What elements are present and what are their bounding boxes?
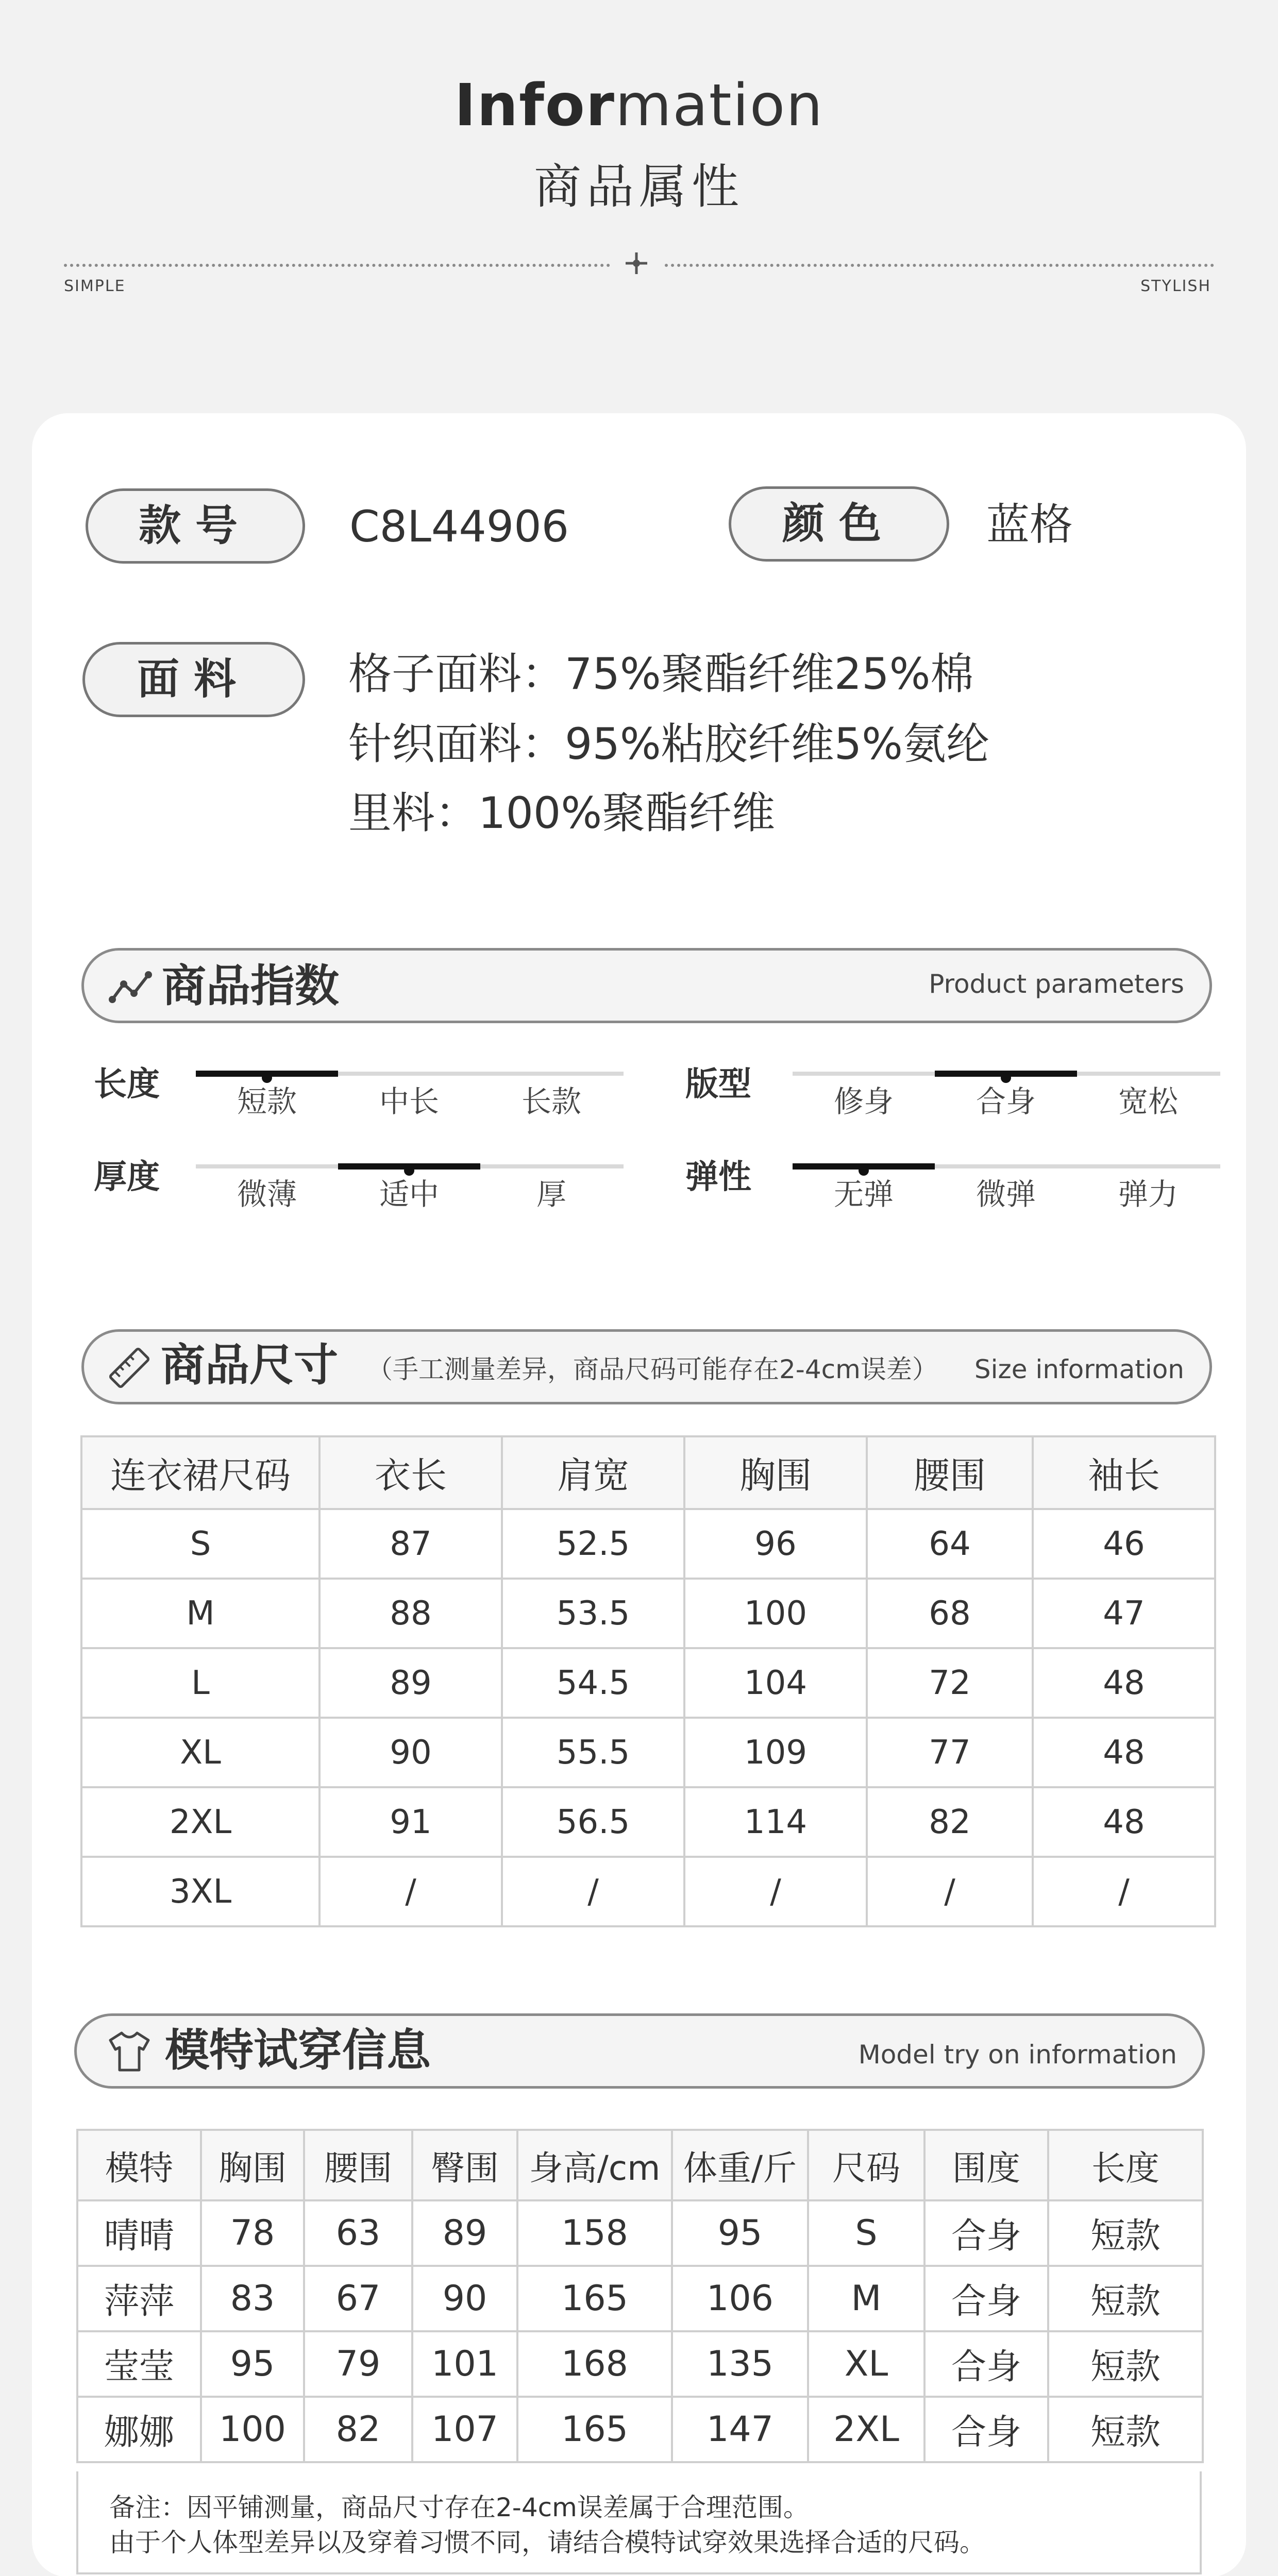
column-header: 模特: [77, 2130, 201, 2200]
column-header: 胸围: [684, 1436, 867, 1509]
table-cell: 91: [320, 1787, 502, 1857]
index-option: 修身: [833, 1084, 894, 1119]
model-row: [77, 2266, 1203, 2331]
table-cell: 64: [867, 1509, 1033, 1579]
table-cell: 89: [320, 1648, 502, 1718]
color-label: 颜色: [729, 486, 949, 562]
column-header: 臀围: [412, 2130, 517, 2200]
column-header: 连衣裙尺码: [81, 1436, 320, 1509]
table-cell: 3XL: [81, 1857, 320, 1926]
table-cell: 158: [517, 2200, 672, 2266]
table-cell: 87: [320, 1509, 502, 1579]
tshirt-icon: [106, 2030, 153, 2073]
table-cell: 娜娜: [77, 2397, 201, 2462]
model-row: [77, 2397, 1203, 2462]
model-section-en: Model try on information: [858, 2040, 1177, 2070]
table-cell: 48: [1033, 1718, 1215, 1787]
table-cell: 短款: [1048, 2331, 1203, 2397]
table-cell: 合身: [924, 2266, 1048, 2331]
model-table: [76, 2129, 1204, 2463]
table-cell: 147: [672, 2397, 808, 2462]
index-option: 适中: [379, 1177, 439, 1212]
table-cell: 莹莹: [77, 2331, 201, 2397]
index-option: 微弹: [976, 1177, 1036, 1212]
index-label: 弹性: [685, 1158, 751, 1196]
size-table: [80, 1435, 1216, 1927]
size-row: [81, 1509, 1215, 1579]
model-note-1: 备注：因平铺测量，商品尺寸存在2-4cm误差属于合理范围。: [109, 2493, 809, 2522]
fabric-line-2: 针织面料：95%粘胶纤维5%氨纶: [348, 719, 989, 769]
color-value: 蓝格: [986, 499, 1073, 550]
table-cell: 合身: [924, 2397, 1048, 2462]
table-cell: 67: [304, 2266, 412, 2331]
size-row: [81, 1579, 1215, 1648]
trend-line-icon: [108, 969, 153, 1005]
column-header: 胸围: [201, 2130, 304, 2200]
index-label: 版型: [685, 1065, 751, 1104]
table-cell: 90: [412, 2266, 517, 2331]
table-cell: 165: [517, 2397, 672, 2462]
column-header: 肩宽: [502, 1436, 684, 1509]
table-cell: 合身: [924, 2331, 1048, 2397]
table-cell: 53.5: [502, 1579, 684, 1648]
column-header: 衣长: [320, 1436, 502, 1509]
style-number-value: C8L44906: [349, 501, 569, 552]
table-cell: M: [808, 2266, 924, 2331]
table-cell: 83: [201, 2266, 304, 2331]
column-header: 袖长: [1033, 1436, 1215, 1509]
table-cell: 82: [304, 2397, 412, 2462]
table-cell: 101: [412, 2331, 517, 2397]
table-cell: 114: [684, 1787, 867, 1857]
fabric-label: 面料: [82, 642, 305, 717]
page-title: [0, 67, 1278, 144]
index-option: 中长: [379, 1084, 439, 1119]
size-row: [81, 1718, 1215, 1787]
table-cell: 79: [304, 2331, 412, 2397]
table-cell: 2XL: [808, 2397, 924, 2462]
divider-right: [665, 264, 1214, 267]
table-cell: /: [1033, 1857, 1215, 1926]
divider-left: [64, 264, 610, 267]
table-cell: 95: [672, 2200, 808, 2266]
model-section-title: 模特试穿信息: [165, 2025, 431, 2076]
cross-ornament-icon: [624, 250, 649, 276]
title-light: mation: [615, 72, 824, 139]
index-option: 弹力: [1118, 1177, 1178, 1212]
index-option: 宽松: [1118, 1084, 1178, 1119]
fabric-line-1: 格子面料：75%聚酯纤维25%棉: [348, 649, 974, 699]
size-section-note: （手工测量差异，商品尺码可能存在2-4cm误差）: [367, 1354, 938, 1384]
table-header-row: [81, 1436, 1215, 1509]
model-note-2: 由于个人体型差异以及穿着习惯不同，请结合模特试穿效果选择合适的尺码。: [109, 2528, 985, 2557]
table-cell: 106: [672, 2266, 808, 2331]
table-cell: /: [320, 1857, 502, 1926]
table-cell: 109: [684, 1718, 867, 1787]
column-header: 身高/cm: [517, 2130, 672, 2200]
table-cell: 77: [867, 1718, 1033, 1787]
table-header-row: [77, 2130, 1203, 2200]
index-option: 厚: [536, 1177, 566, 1212]
index-option: 无弹: [833, 1177, 894, 1212]
column-header: 长度: [1048, 2130, 1203, 2200]
table-cell: 165: [517, 2266, 672, 2331]
table-cell: 萍萍: [77, 2266, 201, 2331]
table-cell: 47: [1033, 1579, 1215, 1648]
table-cell: 96: [684, 1509, 867, 1579]
table-cell: S: [81, 1509, 320, 1579]
table-cell: M: [81, 1579, 320, 1648]
table-cell: 63: [304, 2200, 412, 2266]
table-cell: 78: [201, 2200, 304, 2266]
column-header: 尺码: [808, 2130, 924, 2200]
column-header: 体重/斤: [672, 2130, 808, 2200]
column-header: 腰围: [304, 2130, 412, 2200]
table-cell: /: [502, 1857, 684, 1926]
table-cell: 68: [867, 1579, 1033, 1648]
table-cell: 72: [867, 1648, 1033, 1718]
table-cell: 107: [412, 2397, 517, 2462]
model-row: [77, 2200, 1203, 2266]
table-cell: 90: [320, 1718, 502, 1787]
index-option: 微薄: [237, 1177, 297, 1212]
index-section-title: 商品指数: [162, 960, 339, 1012]
fabric-line-3: 里料：100%聚酯纤维: [348, 788, 776, 838]
table-cell: 晴晴: [77, 2200, 201, 2266]
table-cell: 104: [684, 1648, 867, 1718]
table-cell: S: [808, 2200, 924, 2266]
index-label: 厚度: [94, 1158, 160, 1196]
column-header: 腰围: [867, 1436, 1033, 1509]
table-cell: L: [81, 1648, 320, 1718]
table-cell: 95: [201, 2331, 304, 2397]
table-cell: XL: [808, 2331, 924, 2397]
tag-stylish: STYLISH: [1140, 277, 1211, 295]
table-cell: 54.5: [502, 1648, 684, 1718]
table-cell: 合身: [924, 2200, 1048, 2266]
table-cell: 56.5: [502, 1787, 684, 1857]
column-header: 围度: [924, 2130, 1048, 2200]
table-cell: 短款: [1048, 2397, 1203, 2462]
table-cell: 100: [201, 2397, 304, 2462]
page-subtitle: 商品属性: [533, 159, 744, 214]
size-section-title: 商品尺寸: [161, 1340, 338, 1391]
table-cell: 短款: [1048, 2200, 1203, 2266]
size-row: [81, 1648, 1215, 1718]
table-cell: 52.5: [502, 1509, 684, 1579]
style-number-label: 款号: [86, 488, 305, 564]
size-row: [81, 1857, 1215, 1926]
index-option: 合身: [976, 1084, 1036, 1119]
table-cell: 88: [320, 1579, 502, 1648]
title-bold: Infor: [454, 72, 616, 139]
model-row: [77, 2331, 1203, 2397]
table-cell: 48: [1033, 1787, 1215, 1857]
index-section-en: Product parameters: [929, 969, 1184, 999]
table-cell: 135: [672, 2331, 808, 2397]
table-cell: 短款: [1048, 2266, 1203, 2331]
table-cell: /: [684, 1857, 867, 1926]
table-cell: 46: [1033, 1509, 1215, 1579]
table-cell: 48: [1033, 1648, 1215, 1718]
tag-simple: SIMPLE: [64, 277, 126, 295]
ruler-icon: [107, 1346, 152, 1390]
index-option: 短款: [237, 1084, 297, 1119]
table-cell: 82: [867, 1787, 1033, 1857]
index-label: 长度: [94, 1065, 160, 1104]
size-section-en: Size information: [974, 1354, 1184, 1384]
table-cell: 2XL: [81, 1787, 320, 1857]
table-cell: /: [867, 1857, 1033, 1926]
table-cell: XL: [81, 1718, 320, 1787]
table-cell: 55.5: [502, 1718, 684, 1787]
index-option: 长款: [521, 1084, 581, 1119]
table-cell: 89: [412, 2200, 517, 2266]
size-row: [81, 1787, 1215, 1857]
table-cell: 100: [684, 1579, 867, 1648]
table-cell: 168: [517, 2331, 672, 2397]
